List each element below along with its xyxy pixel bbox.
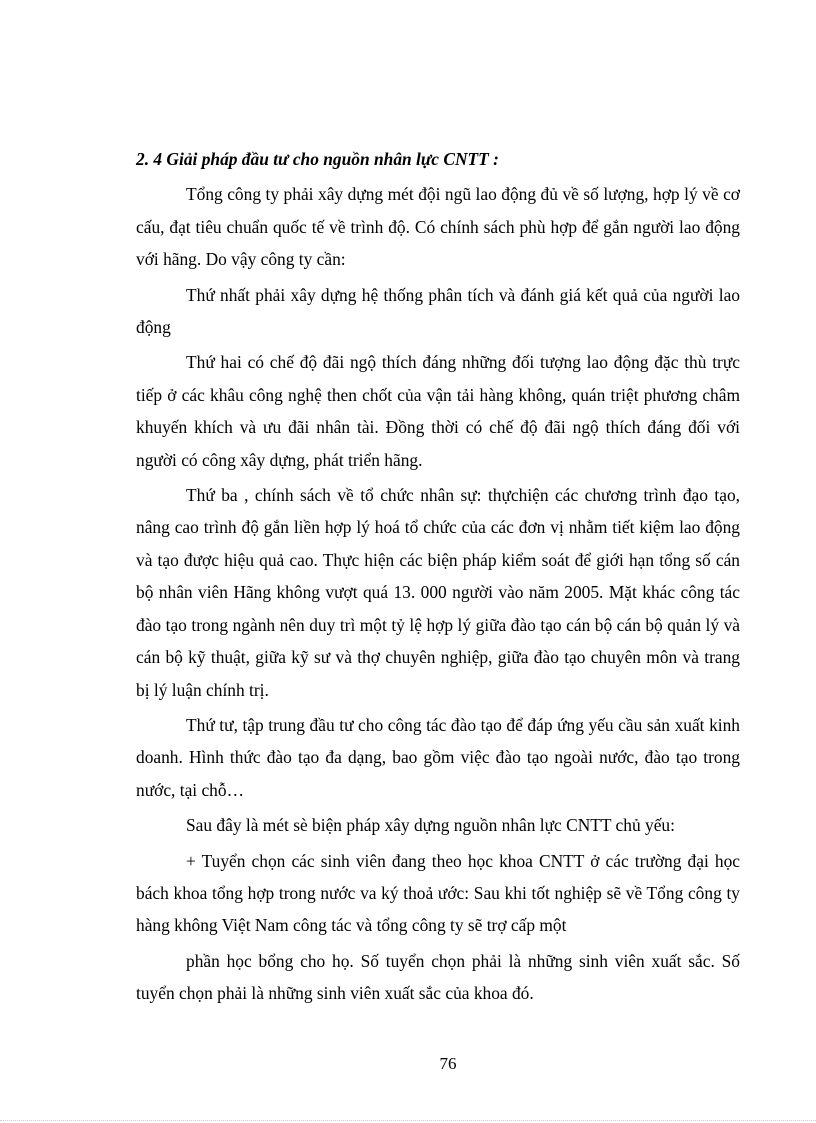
paragraph-intro: Tổng công ty phải xây dựng mét đội ngũ lao động đủ về số lượng, hợp lý về cơ cấu, đạt tiêu chuẩn quốc tế về trình độ. Có chính sách phù hợp để gắn người lao động với hãng. Do vậy công ty cần: bbox=[136, 184, 740, 270]
section-heading: 2. 4 Giải pháp đầu tư cho nguồn nhân lực CNTT : bbox=[136, 149, 499, 169]
paragraph-fourth: Thứ tư, tập trung đầu tư cho công tác đào tạo để đáp ứng yếu cầu sản xuất kinh doanh. Hình thức đào tạo đa dạng, bao gồm việc đào tạo ngoài nước, đào tạo trong nước, tại chỗ… bbox=[136, 714, 740, 800]
paragraph-third: Thứ ba , chính sách về tổ chức nhân sự: thựchiện các chương trình đạo tạo, nâng cao trình độ gắn liền hợp lý hoá tổ chức của các đơn vị nhằm tiết kiệm lao động và tạo được hiệu quả cao. Thực hiện các biện pháp kiểm soát để giới hạn tổng số cán bộ nhân viên Hãng không vượt quá 13. 000 người vào năm 2005. Mặt khác công tác đào tạo trong ngành nên duy trì một tỷ lệ hợp lý giữa đào tạo cán bộ cán bộ quản lý và cán bộ kỹ thuật, giữa kỹ sư và thợ chuyên nghiệp, giữa đào tạo chuyên môn và trang bị lý luận chính trị. bbox=[136, 485, 740, 700]
footer-divider bbox=[0, 1120, 816, 1121]
page-content bbox=[136, 143, 740, 1013]
paragraph-measures-intro: Sau đây là mét sè biện pháp xây dựng nguồn nhân lực CNTT chủ yếu: bbox=[186, 815, 675, 836]
page-number: 76 bbox=[439, 1054, 457, 1073]
paragraph-measure-recruit-cont: phần học bổng cho họ. Số tuyển chọn phải là những sinh viên xuất sắc. Số tuyển chọn phải là những sinh viên xuất sắc của khoa đó. bbox=[136, 950, 740, 1004]
paragraph-measure-recruit: + Tuyển chọn các sinh viên đang theo học khoa CNTT ở các trường đại học bách khoa tổng hợp trong nước va ký thoả ước: Sau khi tốt nghiệp sẽ về Tổng công ty hàng không Việt Nam công tác và tổng công ty sẽ trợ cấp một bbox=[136, 850, 740, 936]
paragraph-second: Thứ hai có chế độ đãi ngộ thích đáng những đối tượng lao động đặc thù trực tiếp ở các khâu công nghệ then chốt của vận tải hàng không, quán triệt phương châm khuyến khích và ưu đãi nhân tài. Đồng thời có chế độ đãi ngộ thích đáng đối với người có công xây dựng, phát triển hãng. bbox=[136, 352, 740, 470]
paragraph-first: Thứ nhất phải xây dựng hệ thống phân tích và đánh giá kết quả của người lao động bbox=[136, 284, 740, 338]
